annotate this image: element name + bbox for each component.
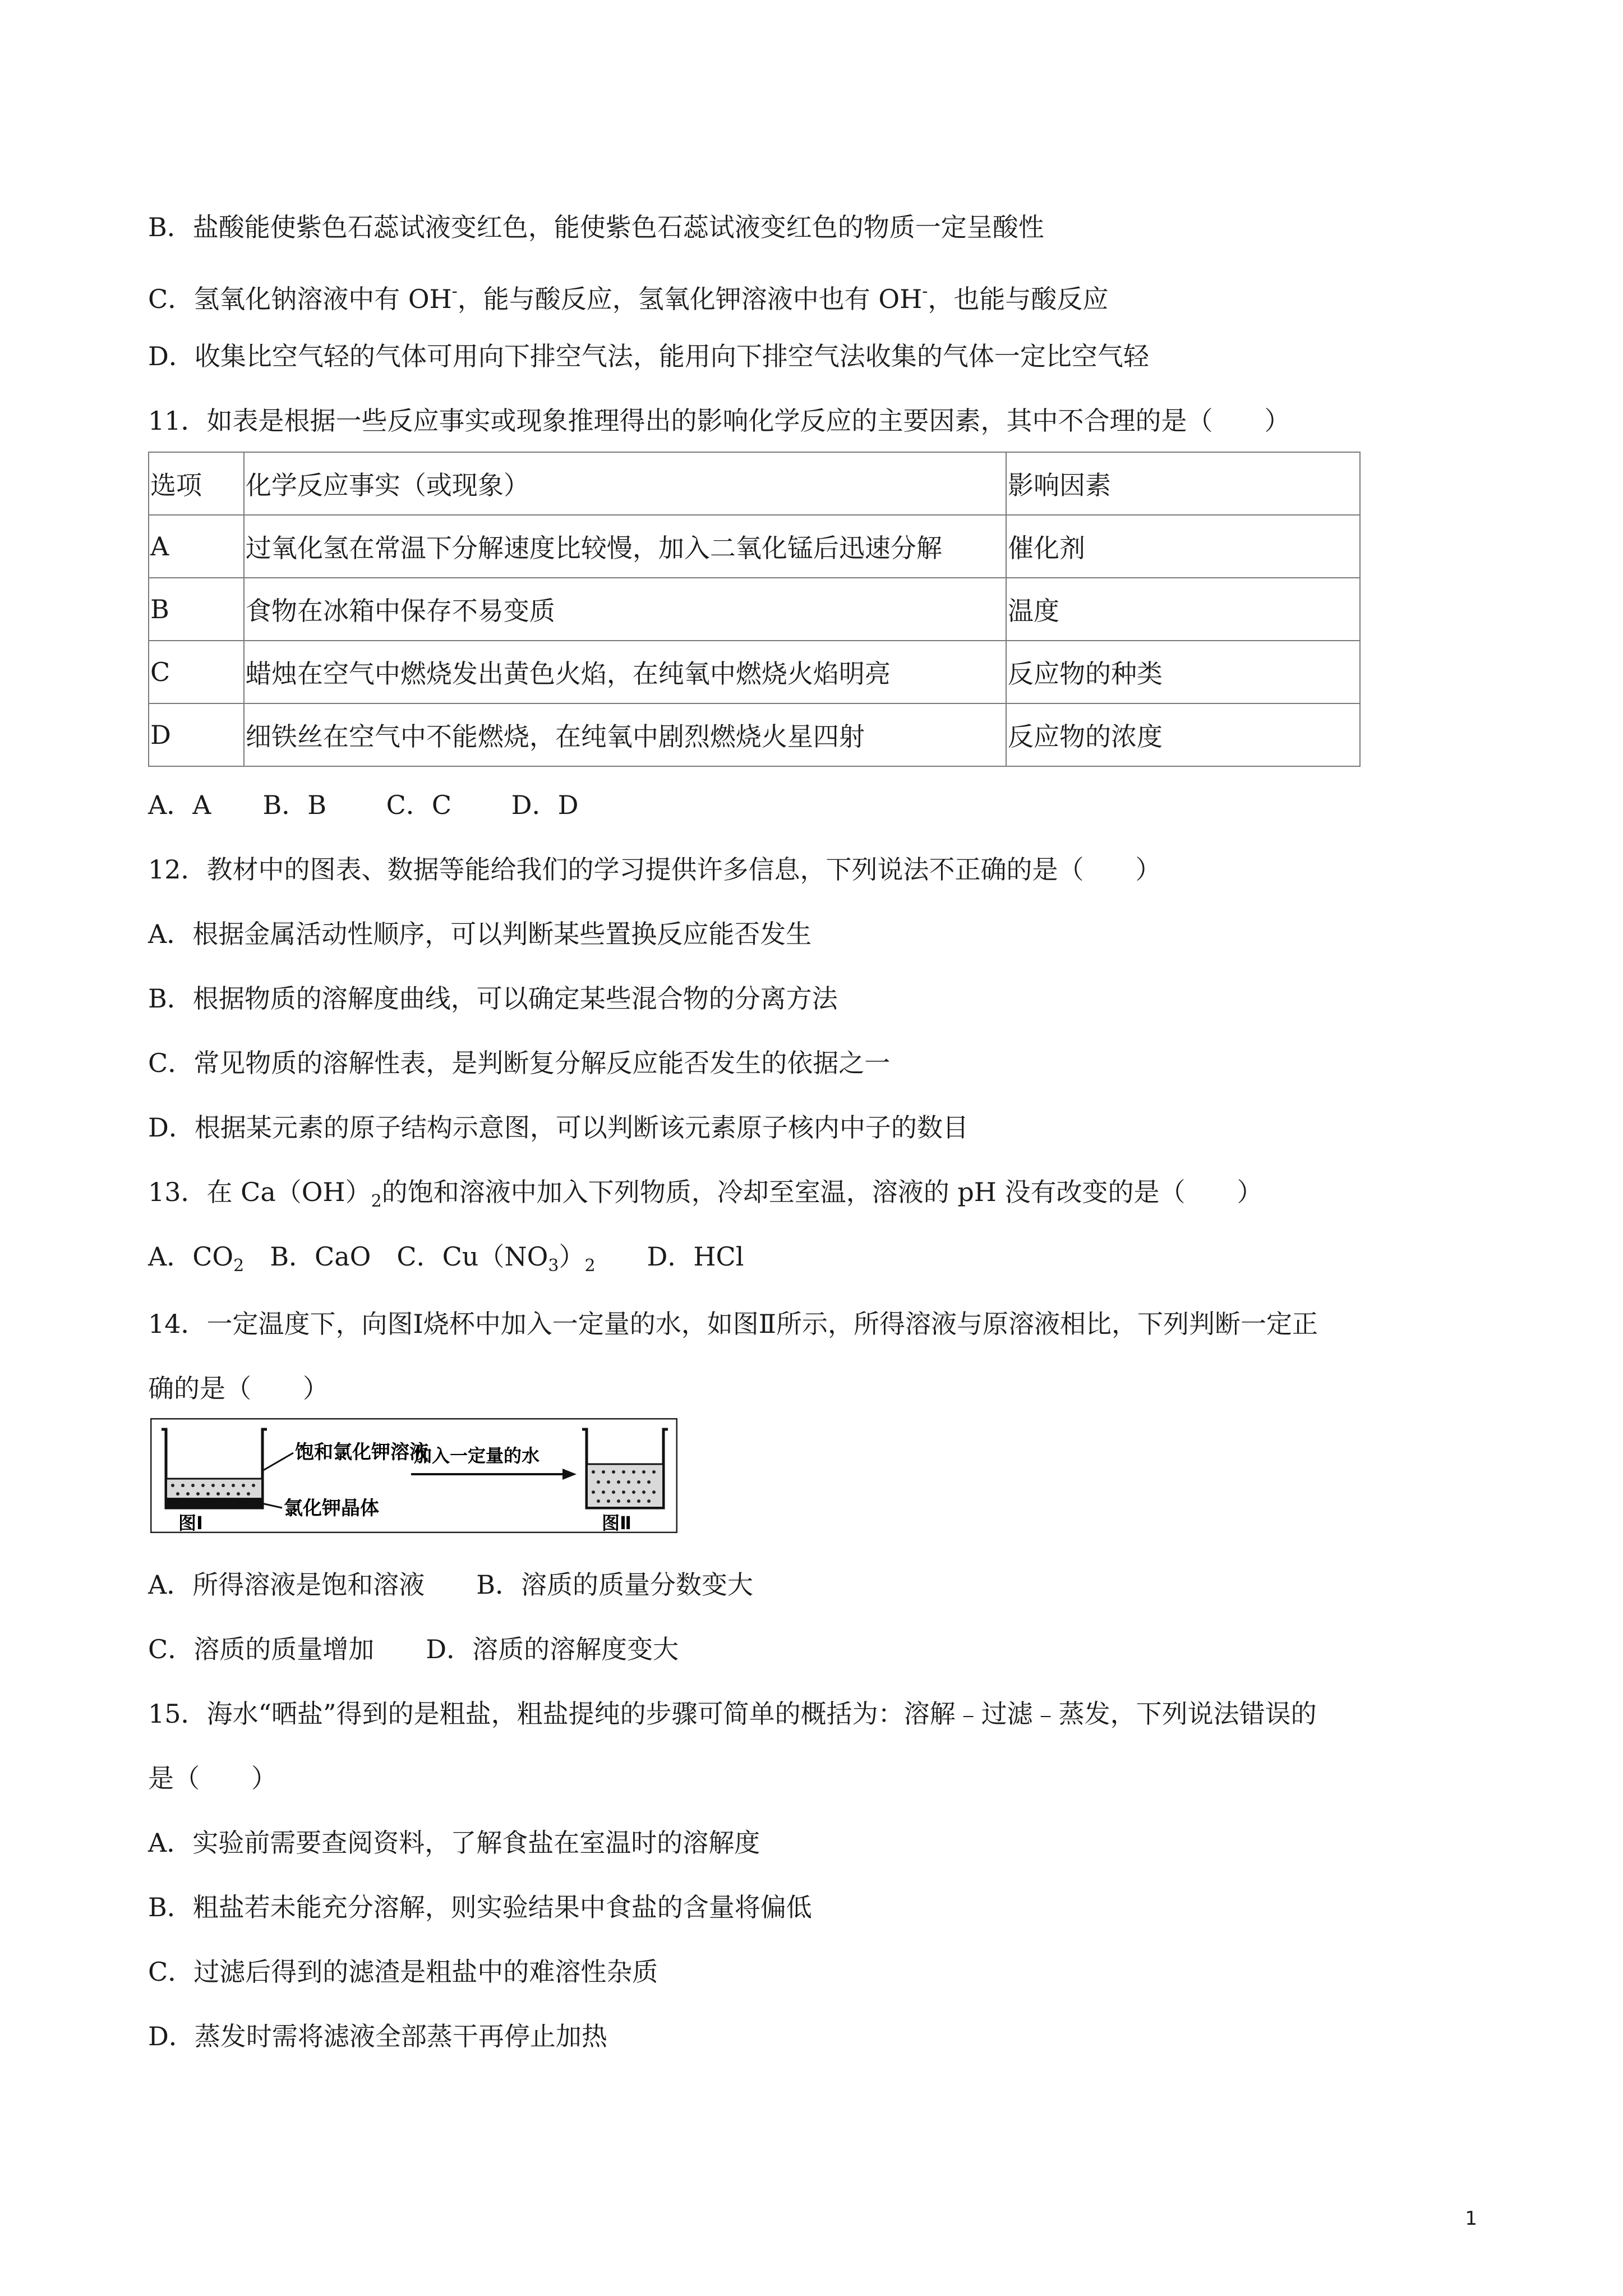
table-row xyxy=(149,703,1360,766)
q10-option-c xyxy=(148,275,1108,316)
table-header-cell: 选项 xyxy=(149,452,244,515)
table-cell: 食物在冰箱中保存不易变质 xyxy=(244,578,1006,641)
beaker-1 xyxy=(162,1429,267,1508)
q13-opt-c-close: ） xyxy=(559,1241,585,1272)
label-figure-2: 图Ⅱ xyxy=(602,1512,632,1533)
q12-option-d: D．根据某元素的原子结构示意图，可以判断该元素原子核内中子的数目 xyxy=(148,1112,969,1143)
table-cell: 反应物的种类 xyxy=(1006,641,1360,703)
q11-table xyxy=(148,452,1361,767)
table-header-cell: 化学反应事实（或现象） xyxy=(244,452,1006,515)
q13-opt-bc: B．CaO C．Cu（NO xyxy=(244,1241,548,1272)
table-cell: A xyxy=(149,515,244,578)
table-header-cell: 影响因素 xyxy=(1006,452,1360,515)
label-leader-solution xyxy=(261,1453,293,1471)
table-row xyxy=(149,641,1360,703)
table-row xyxy=(149,578,1360,641)
q15-option-d: D．蒸发时需将滤液全部蒸干再停止加热 xyxy=(148,2021,607,2051)
arrow-head-icon xyxy=(562,1469,577,1480)
q15-stem-line1: 15．海水“晒盐”得到的是粗盐，粗盐提纯的步骤可简单的概括为：溶解﹣过滤﹣蒸发，下列说法错误的 xyxy=(148,1699,1317,1729)
table-cell: 过氧化氢在常温下分解速度比较慢，加入二氧化锰后迅速分解 xyxy=(244,515,1006,578)
q13-opt-c-sub1: 3 xyxy=(548,1256,559,1276)
table-cell: D xyxy=(149,703,244,766)
table-row xyxy=(149,515,1360,578)
beaker-figure xyxy=(150,1418,677,1533)
q14-options-ab: A．所得溶液是饱和溶液 B．溶质的质量分数变大 xyxy=(148,1570,754,1600)
q13-opt-c-sub2: 2 xyxy=(584,1256,596,1276)
table-cell: 反应物的浓度 xyxy=(1006,703,1360,766)
table-cell: C xyxy=(149,641,244,703)
q11-answer-options: A．A B．B C．C D．D xyxy=(148,790,579,820)
q13-opt-a-sub: 2 xyxy=(233,1256,245,1276)
q15-option-a: A．实验前需要查阅资料，了解食盐在室温时的溶解度 xyxy=(148,1828,760,1858)
q10-c-part2: ，能与酸反应，氢氧化钾溶液中也有 OH xyxy=(457,284,923,314)
q13-options xyxy=(148,1240,744,1283)
q15-option-c: C．过滤后得到的滤渣是粗盐中的难溶性杂质 xyxy=(148,1957,658,1987)
table-cell: 温度 xyxy=(1006,578,1360,641)
q15-stem-line2: 是（ ） xyxy=(148,1763,277,1793)
label-crystal: 氯化钾晶体 xyxy=(284,1497,379,1520)
q10-option-d: D．收集比空气轻的气体可用向下排空气法，能用向下排空气法收集的气体一定比空气轻 xyxy=(148,341,1149,371)
table-cell: 细铁丝在空气中不能燃烧，在纯氧中剧烈燃烧火星四射 xyxy=(244,703,1006,766)
q14-stem-line1: 14．一定温度下，向图Ⅰ烧杯中加入一定量的水，如图Ⅱ所示，所得溶液与原溶液相比，下列判断一定正 xyxy=(148,1309,1318,1339)
page-number: 1 xyxy=(1465,2207,1477,2230)
q10-c-part3: ，也能与酸反应 xyxy=(928,284,1109,314)
q14-stem-line2: 确的是（ ） xyxy=(148,1373,329,1404)
label-add-water: 加入一定量的水 xyxy=(414,1445,540,1466)
beaker-2 xyxy=(582,1429,668,1508)
q12-option-c: C．常见物质的溶解性表，是判断复分解反应能否发生的依据之一 xyxy=(148,1048,891,1078)
q13-stem-part2: 的饱和溶液中加入下列物质，冷却至室温，溶液的 pH 没有改变的是（ ） xyxy=(381,1177,1263,1207)
label-saturated-solution: 饱和氯化钾溶液 xyxy=(295,1441,428,1464)
q13-opt-a: A．CO xyxy=(148,1241,234,1272)
table-cell: 催化剂 xyxy=(1006,515,1360,578)
q13-stem-part1: 13．在 Ca（OH） xyxy=(148,1177,371,1207)
q14-options-cd: C．溶质的质量增加 D．溶质的溶解度变大 xyxy=(148,1634,679,1664)
q12-option-a: A．根据金属活动性顺序，可以判断某些置换反应能否发生 xyxy=(148,919,812,949)
table-cell: 蜡烛在空气中燃烧发出黄色火焰，在纯氧中燃烧火焰明亮 xyxy=(244,641,1006,703)
q10-c-part1: C．氢氧化钠溶液中有 OH xyxy=(148,284,452,314)
q11-stem: 11．如表是根据一些反应事实或现象推理得出的影响化学反应的主要因素，其中不合理的是（ ） xyxy=(148,406,1290,436)
q15-option-b: B．粗盐若未能充分溶解，则实验结果中食盐的含量将偏低 xyxy=(148,1892,812,1922)
q13-stem xyxy=(148,1175,1263,1218)
table-header-row xyxy=(149,452,1360,515)
q13-stem-sub: 2 xyxy=(371,1191,382,1211)
label-figure-1: 图Ⅰ xyxy=(178,1512,203,1533)
q10-option-b: B．盐酸能使紫色石蕊试液变红色，能使紫色石蕊试液变红色的物质一定呈酸性 xyxy=(148,212,1044,242)
q13-opt-d: D．HCl xyxy=(595,1241,744,1272)
q10-c-sup1: - xyxy=(451,282,458,301)
q10-c-sup2: - xyxy=(922,282,928,301)
q12-stem: 12．教材中的图表、数据等能给我们的学习提供许多信息，下列说法不正确的是（ ） xyxy=(148,854,1161,885)
table-cell: B xyxy=(149,578,244,641)
q12-option-b: B．根据物质的溶解度曲线，可以确定某些混合物的分离方法 xyxy=(148,983,838,1014)
